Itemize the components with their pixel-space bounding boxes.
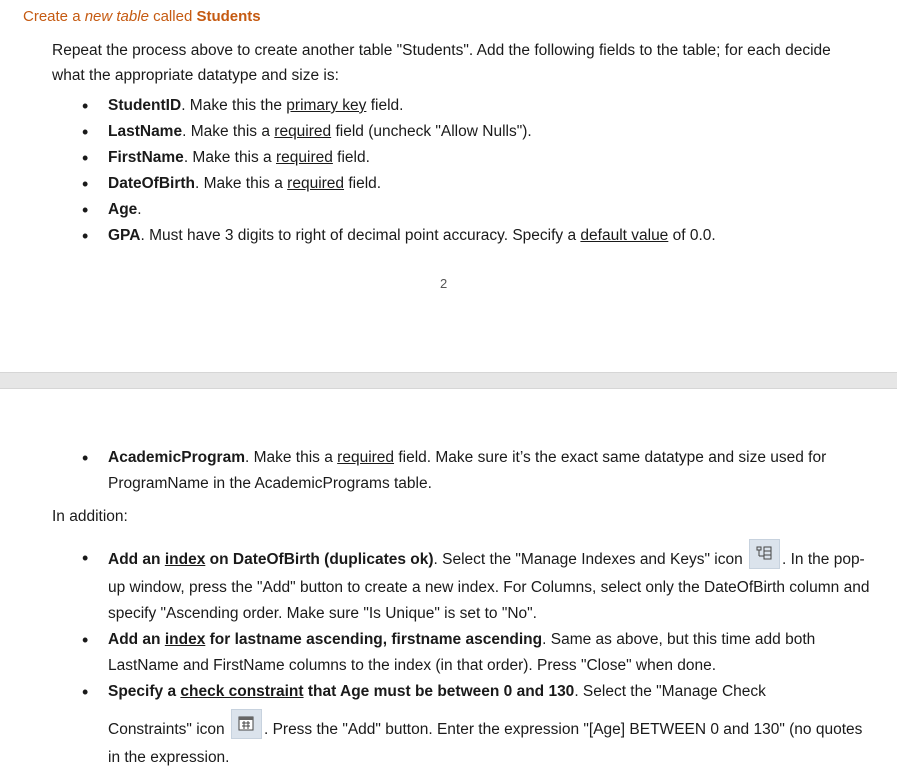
- intro-paragraph: Repeat the process above to create another table "Students". Add the following fields to the table; for each decide what the appropriate datatype and size is:: [52, 42, 831, 84]
- page-break: [0, 372, 897, 389]
- page-top: [0, 0, 897, 372]
- list-item: • StudentID. Make this the primary key field.: [108, 93, 868, 119]
- in-addition-label: In addition:: [52, 508, 128, 525]
- list-item: • AcademicProgram. Make this a required field. Make sure it’s the exact same datatype and size used for ProgramName in the AcademicPrograms table.: [108, 445, 868, 497]
- list-item: • Age.: [108, 197, 868, 223]
- list-item: • Add an index for lastname ascending, firstname ascending. Same as above, but this time add both LastName and FirstName columns to the index (in that order). Press "Close" when done.: [108, 627, 878, 679]
- list-item: • LastName. Make this a required field (uncheck "Allow Nulls").: [108, 119, 868, 145]
- page-number: 2: [440, 276, 448, 291]
- list-item: • Specify a check constraint that Age must be between 0 and 130. Select the "Manage Check Constraints" icon . Press the "Add" button. Enter the expression "[Age] BETWEEN 0 and 130" (no quotes in the expression.: [108, 679, 878, 771]
- list-item: • DateOfBirth. Make this a required field.: [108, 171, 868, 197]
- list-item: • GPA. Must have 3 digits to right of decimal point accuracy. Specify a default value of 0.0.: [108, 223, 868, 249]
- task-list: [108, 545, 878, 771]
- manage-check-constraints-icon: [231, 709, 262, 739]
- list-item: • FirstName. Make this a required field.: [108, 145, 868, 171]
- list-item: • Add an index on DateOfBirth (duplicates ok). Select the "Manage Indexes and Keys" icon . In the pop-up window, press the "Add" button to create a new index. For Columns, select only the DateOfBirth column and specify "Ascending order. Make sure "Is Unique" is set to "No".: [108, 545, 878, 627]
- academic-list: [108, 445, 868, 497]
- section-heading: Create a new table called Students: [23, 8, 261, 25]
- field-list: [108, 93, 868, 249]
- manage-indexes-icon: [749, 539, 780, 569]
